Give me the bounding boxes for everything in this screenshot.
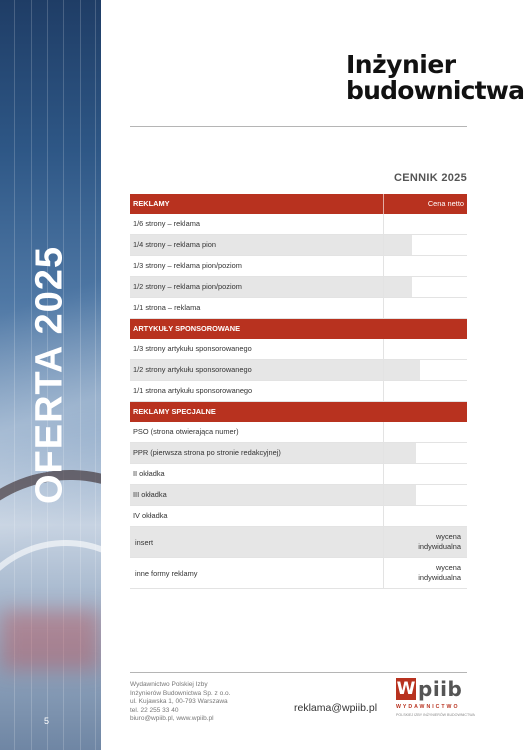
row-label: III okładka — [133, 490, 167, 499]
logo-tagline: WYDAWNICTWO — [396, 704, 460, 710]
table-row — [130, 485, 467, 506]
section-header-special — [130, 402, 467, 422]
price-value: wycena indywidualna — [418, 563, 461, 582]
logo-subline: POLSKIEJ IZBY INŻYNIERÓW BUDOWNICTWA — [396, 713, 475, 717]
table-row — [130, 298, 467, 319]
table-row — [130, 339, 467, 360]
row-label: PPR (pierwsza strona po stronie redakcyjnej) — [133, 448, 281, 457]
table-row — [130, 506, 467, 527]
row-label: 1/6 strony – reklama — [133, 219, 200, 228]
row-label: 1/3 strony – reklama pion/poziom — [133, 261, 242, 270]
pricelist-title: CENNIK 2025 — [394, 172, 467, 184]
table-row — [130, 360, 467, 381]
table-row — [130, 277, 467, 298]
logo-mark: W — [396, 679, 416, 699]
table-row — [130, 464, 467, 485]
top-divider — [130, 126, 467, 127]
section-title: REKLAMY — [133, 199, 170, 208]
row-label: 1/1 strona – reklama — [133, 303, 201, 312]
row-label: insert — [135, 538, 154, 547]
row-label: IV okładka — [133, 511, 168, 520]
section-title: REKLAMY SPECJALNE — [133, 407, 216, 416]
table-row — [130, 422, 467, 443]
price-table — [130, 194, 467, 589]
bottom-divider — [130, 672, 467, 673]
magazine-logo — [346, 50, 525, 105]
section-header-ads — [130, 194, 467, 214]
row-label: 1/4 strony – reklama pion — [133, 240, 216, 249]
logo-line-1: Inżynier — [346, 50, 456, 79]
table-row — [130, 558, 467, 589]
price-column-header: Cena netto — [427, 199, 464, 208]
publisher-address: Wydawnictwo Polskiej Izby Inżynierów Budownictwa Sp. z o.o. ul. Kujawska 1, 00-793 Warszawa tel. 22 255 33 40 biuro@wpiib.pl, www.wpiib.pl — [130, 681, 231, 723]
row-label: 1/2 strony – reklama pion/poziom — [133, 282, 242, 291]
logo-name: piib — [418, 677, 463, 701]
row-label: 1/1 strona artykułu sponsorowanego — [133, 386, 253, 395]
offer-vertical-title: OFERTA 2025 — [28, 245, 71, 505]
row-label: inne formy reklamy — [135, 569, 198, 578]
page-number: 5 — [44, 716, 50, 726]
table-row — [130, 381, 467, 402]
table-row — [130, 235, 467, 256]
section-title: ARTYKUŁY SPONSOROWANE — [133, 324, 241, 333]
table-row — [130, 256, 467, 277]
cover-image-band — [0, 0, 101, 750]
table-row — [130, 443, 467, 464]
price-value: wycena indywidualna — [418, 532, 461, 551]
row-label: 1/2 strony artykułu sponsorowanego — [133, 365, 252, 374]
row-label: 1/3 strony artykułu sponsorowanego — [133, 344, 252, 353]
contact-email[interactable]: reklama@wpiib.pl — [294, 702, 378, 714]
row-label: II okładka — [133, 469, 165, 478]
table-row — [130, 214, 467, 235]
table-row — [130, 527, 467, 558]
logo-line-2: budownictwa — [346, 76, 525, 105]
row-label: PSO (strona otwierająca numer) — [133, 427, 239, 436]
section-header-sponsored — [130, 319, 467, 339]
